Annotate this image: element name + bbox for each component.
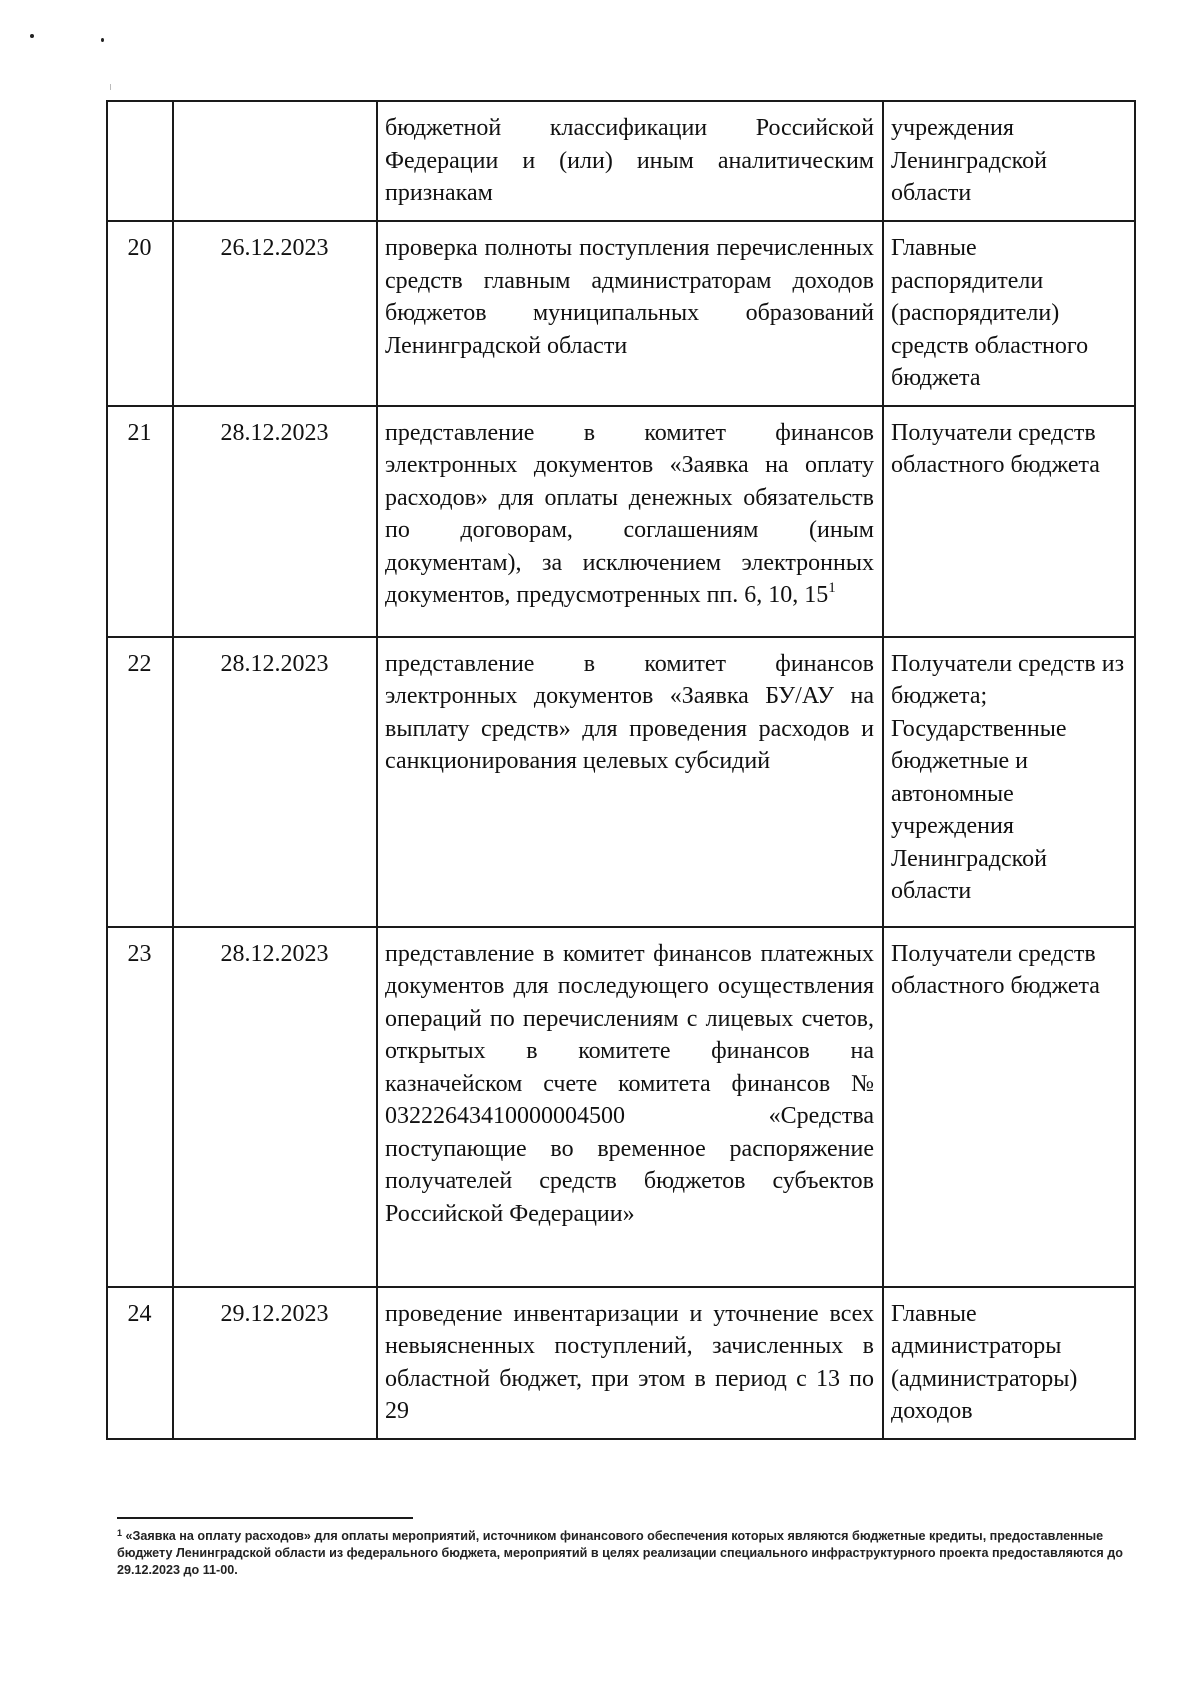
row-responsible: учреждения Ленинградской области	[883, 101, 1135, 221]
footnote-mark: 1	[117, 1528, 123, 1538]
scan-speck	[30, 34, 34, 38]
footnote-separator	[117, 1517, 413, 1519]
row-number: 24	[107, 1287, 173, 1439]
schedule-table	[106, 100, 1136, 1440]
table-row	[107, 406, 1135, 637]
table-row	[107, 101, 1135, 221]
row-number: 21	[107, 406, 173, 637]
row-activity: бюджетной классификации Российской Федерации и (или) иным аналитическим признакам	[377, 101, 883, 221]
table-row	[107, 927, 1135, 1287]
row-activity: проведение инвентаризации и уточнение всех невыясненных поступлений, зачисленных в областной бюджет, при этом в период с 13 по 29	[377, 1287, 883, 1439]
table-row	[107, 1287, 1135, 1439]
row-responsible: Получатели средств областного бюджета	[883, 927, 1135, 1287]
footnote-ref: 1	[828, 580, 836, 596]
scan-speck	[101, 38, 104, 42]
table-row	[107, 637, 1135, 927]
row-responsible: Получатели средств из бюджета; Государственные бюджетные и автономные учреждения Ленинградской области	[883, 637, 1135, 927]
row-responsible: Главные администраторы (администраторы) доходов	[883, 1287, 1135, 1439]
row-date: 29.12.2023	[173, 1287, 377, 1439]
row-date	[173, 101, 377, 221]
row-activity: проверка полноты поступления перечисленных средств главным администраторам доходов бюджетов муниципальных образований Ленинградской области	[377, 221, 883, 406]
row-activity	[377, 406, 883, 637]
row-date: 28.12.2023	[173, 927, 377, 1287]
row-number: 23	[107, 927, 173, 1287]
table-row	[107, 221, 1135, 406]
row-number	[107, 101, 173, 221]
scan-mark	[110, 84, 111, 90]
row-number: 22	[107, 637, 173, 927]
row-activity: представление в комитет финансов электронных документов «Заявка БУ/АУ на выплату средств» для проведения расходов и санкционирования целевых субсидий	[377, 637, 883, 927]
row-responsible: Получатели средств областного бюджета	[883, 406, 1135, 637]
row-date: 26.12.2023	[173, 221, 377, 406]
row-activity-text: представление в комитет финансов электронных документов «Заявка на оплату расходов» для оплаты денежных обязательств по договорам, соглашениям (иным документам), за исключением электронных документов, предусмотренных пп. 6, 10, 15	[385, 419, 874, 608]
row-number: 20	[107, 221, 173, 406]
row-responsible: Главные распорядители (распорядители) средств областного бюджета	[883, 221, 1135, 406]
row-date: 28.12.2023	[173, 637, 377, 927]
footnote	[117, 1528, 1147, 1579]
footnote-text: «Заявка на оплату расходов» для оплаты мероприятий, источником финансового обеспечения которых являются бюджетные кредиты, предоставленные бюджету Ленинградской области из федерального бюджета, мероприятий в целях реализации специального инфраструктурного проекта предоставляются до 29.12.2023 до 11-00.	[117, 1529, 1123, 1577]
row-activity: представление в комитет финансов платежных документов для последующего осуществления операций по перечислениям с лицевых счетов, открытых в комитете финансов на казначейском счете комитета финансов № 03222643410000004500 «Средства поступающие во временное распоряжение получателей средств бюджетов субъектов Российской Федерации»	[377, 927, 883, 1287]
row-date: 28.12.2023	[173, 406, 377, 637]
